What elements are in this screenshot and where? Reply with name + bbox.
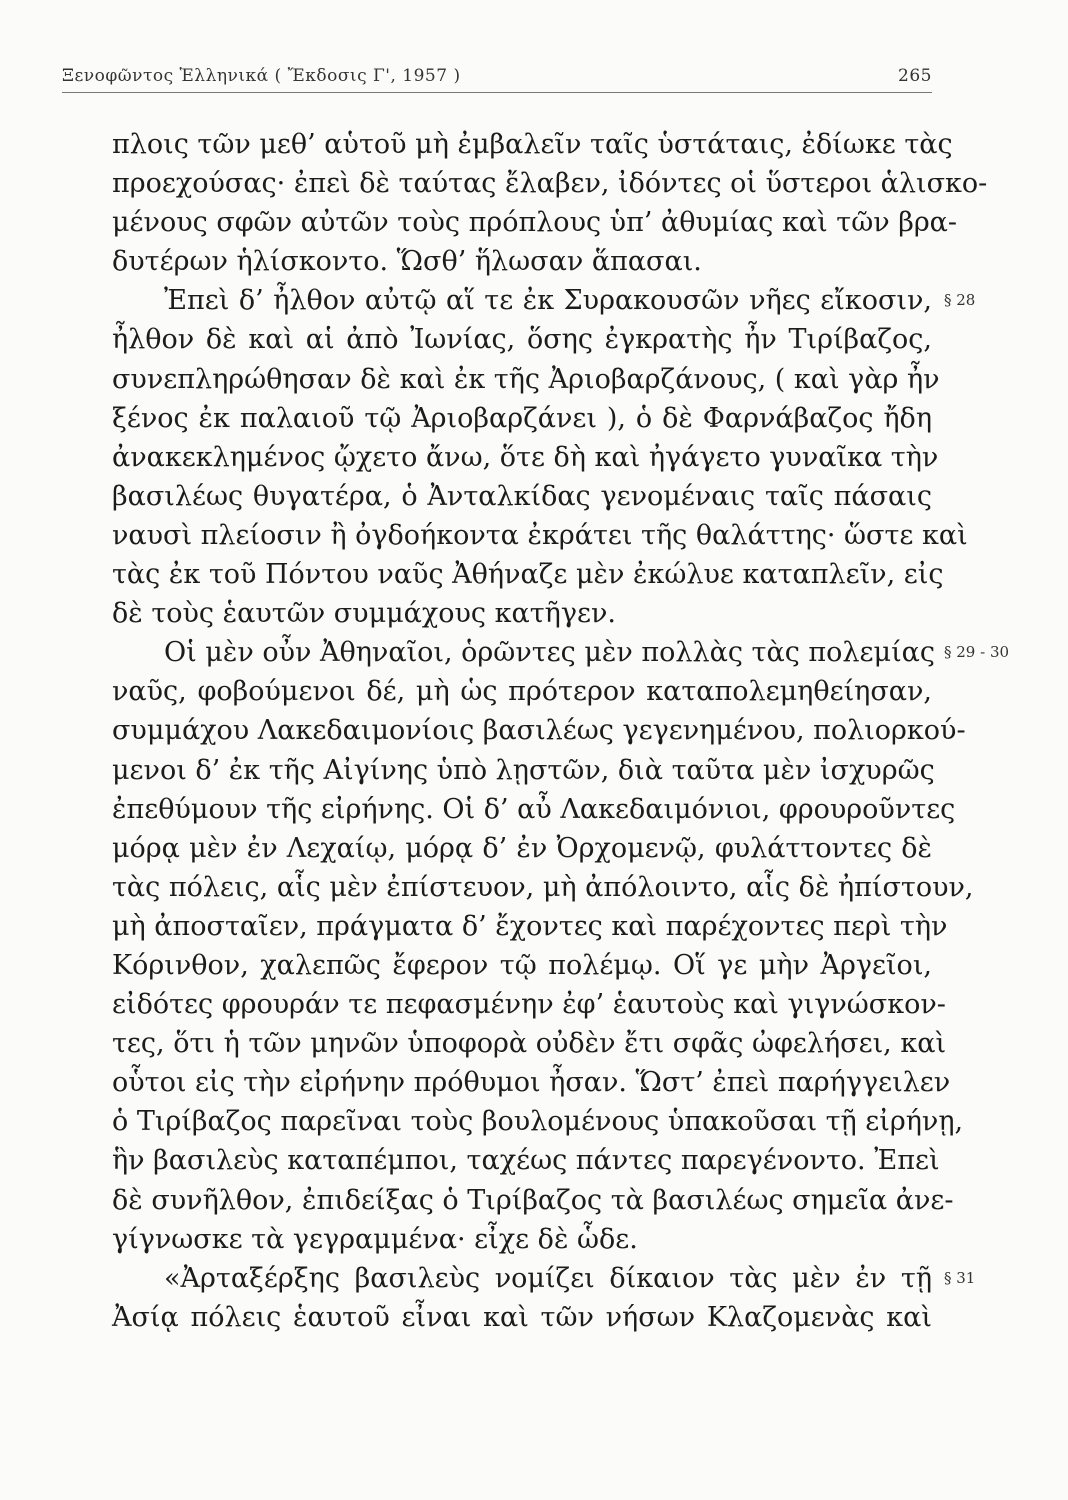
text-line: πλοις τῶν μεθ’ αὑτοῦ μὴ ἐμβαλεῖν ταῖς ὑστάταις, ἐδίωκε τὰς (112, 129, 953, 160)
header-title: Ξενοφῶντος Ἑλληνικά ( Ἔκδοσις Γ', 1957 ) (62, 66, 461, 86)
text-line: τες, ὅτι ἡ τῶν μηνῶν ὑποφορὰ οὐδὲν ἔτι σφᾶς ὠφελήσει, καὶ (112, 1028, 947, 1060)
text-line: βασιλέως θυγατέρα, ὁ Ἀνταλκίδας γενομέναις ταῖς πάσαις (112, 480, 932, 512)
text-line: δὲ συνῆλθον, ἐπιδείξας ὁ Τιρίβαζος τὰ βασιλέως σημεῖα ἀνε- (112, 1184, 954, 1216)
text-line: συμμάχου Λακεδαιμονίοις βασιλέως γεγενημένου, πολιορκού- (112, 715, 966, 747)
text-line: ἣν βασιλεὺς καταπέμποι, ταχέως πάντες παρεγένοντο. Ἐπεὶ (112, 1145, 940, 1177)
section-marker: § 31 (944, 1268, 976, 1287)
running-header (62, 62, 932, 93)
text-line: Κόρινθον, χαλεπῶς ἔφερον τῷ πολέμῳ. Οἵ γε μὴν Ἀργεῖοι, (112, 949, 932, 981)
text-line: Οἱ μὲν οὖν Ἀθηναῖοι, ὁρῶντες μὲν πολλὰς τὰς πολεμίας (164, 637, 936, 669)
text-line: ἐπεθύμουν τῆς εἰρήνης. Οἱ δ’ αὖ Λακεδαιμόνιοι, φρουροῦντες (112, 793, 956, 825)
text-line: «Ἀρταξέρξης βασιλεὺς νομίζει δίκαιον τὰς μὲν ἐν τῇ (164, 1262, 932, 1294)
text-line: μὴ ἀποσταῖεν, πράγματα δ’ ἔχοντες καὶ παρέχοντες περὶ τὴν (112, 910, 948, 942)
text-line: ναυσὶ πλείοσιν ἢ ὀγδοήκοντα ἐκράτει τῆς θαλάττης· ὥστε καὶ (112, 519, 968, 551)
section-marker: § 29 - 30 (944, 643, 1010, 662)
section-marker: § 28 (944, 291, 976, 310)
text-line: ξένος ἐκ παλαιοῦ τῷ Ἀριοβαρζάνει ), ὁ δὲ Φαρνάβαζος ἤδη (112, 402, 932, 434)
text-line: Ἀσίᾳ πόλεις ἑαυτοῦ εἶναι καὶ τῶν νήσων Κλαζομενὰς καὶ (112, 1301, 932, 1333)
text-line: γίγνωσκε τὰ γεγραμμένα· εἶχε δὲ ὧδε. (112, 1223, 638, 1255)
text-line: ἀνακεκλημένος ᾤχετο ἄνω, ὅτε δὴ καὶ ἠγάγετο γυναῖκα τὴν (112, 441, 939, 473)
text-line: ἦλθον δὲ καὶ αἱ ἀπὸ Ἰωνίας, ὅσης ἐγκρατὴς ἦν Τιρίβαζος, (112, 324, 932, 356)
text-line: προεχούσας· ἐπεὶ δὲ ταύτας ἔλαβεν, ἰδόντες οἱ ὕστεροι ἁλισκο- (112, 168, 988, 200)
page-number: 265 (898, 66, 932, 86)
text-line: συνεπληρώθησαν δὲ καὶ ἐκ τῆς Ἀριοβαρζάνους, ( καὶ γὰρ ἦν (112, 363, 940, 395)
text-line: μενοι δ’ ἐκ τῆς Αἰγίνης ὑπὸ λῃστῶν, διὰ ταῦτα μὲν ἰσχυρῶς (112, 754, 935, 786)
text-line: εἰδότες φρουράν τε πεφασμένην ἐφ’ ἑαυτοὺς καὶ γιγνώσκον- (112, 989, 946, 1021)
text-line: μόρᾳ μὲν ἐν Λεχαίῳ, μόρᾳ δ’ ἐν Ὀρχομενῷ, φυλάττοντες δὲ (112, 832, 932, 864)
text-line: οὗτοι εἰς τὴν εἰρήνην πρόθυμοι ἦσαν. Ὥστ’ ἐπεὶ παρήγγειλεν (112, 1067, 951, 1099)
text-line: δὲ τοὺς ἑαυτῶν συμμάχους κατῆγεν. (112, 598, 616, 630)
text-line: ναῦς, φοβούμενοι δέ, μὴ ὡς πρότερον καταπολεμηθείησαν, (112, 676, 932, 708)
text-line: ὁ Τιρίβαζος παρεῖναι τοὺς βουλομένους ὑπακοῦσαι τῇ εἰρήνῃ, (112, 1106, 964, 1138)
text-line: Ἐπεὶ δ’ ἦλθον αὐτῷ αἵ τε ἐκ Συρακουσῶν νῆες εἴκοσιν, (164, 285, 932, 317)
text-line: μένους σφῶν αὐτῶν τοὺς πρόπλους ὑπ’ ἀθυμίας καὶ τῶν βρα- (112, 207, 958, 239)
text-line: τὰς πόλεις, αἷς μὲν ἐπίστευον, μὴ ἀπόλοιντο, αἷς δὲ ἠπίστουν, (112, 871, 974, 903)
text-line: τὰς ἐκ τοῦ Πόντου ναῦς Ἀθήναζε μὲν ἐκώλυε καταπλεῖν, εἰς (112, 559, 944, 591)
text-line: δυτέρων ἡλίσκοντο. Ὥσθ’ ἥλωσαν ἅπασαι. (112, 246, 702, 278)
